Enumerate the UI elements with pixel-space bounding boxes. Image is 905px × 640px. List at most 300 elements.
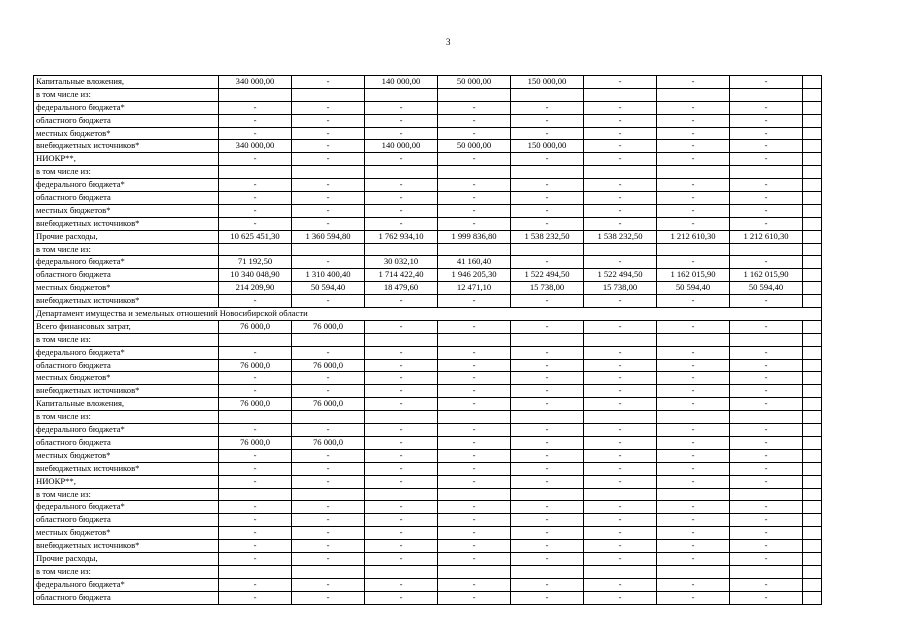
table-cell: [219, 333, 292, 346]
table-cell: 150 000,00: [511, 76, 584, 89]
table-cell: -: [657, 101, 730, 114]
row-label: федерального бюджета*: [34, 578, 219, 591]
table-cell: [438, 333, 511, 346]
row-label: в том числе из:: [34, 88, 219, 101]
table-cell: -: [219, 462, 292, 475]
row-label: в том числе из:: [34, 411, 219, 424]
table-cell: -: [511, 449, 584, 462]
table-cell: -: [292, 424, 365, 437]
table-cell: -: [219, 179, 292, 192]
table-cell: -: [365, 127, 438, 140]
table-cell: -: [584, 320, 657, 333]
table-cell: -: [584, 179, 657, 192]
table-cell: -: [584, 424, 657, 437]
table-row: [34, 127, 822, 140]
table-cell: -: [511, 436, 584, 449]
table-cell: -: [438, 540, 511, 553]
table-cell: [803, 514, 822, 527]
table-cell: -: [219, 114, 292, 127]
table-cell: [511, 333, 584, 346]
table-cell: -: [584, 385, 657, 398]
table-cell: [438, 411, 511, 424]
table-cell: -: [511, 540, 584, 553]
table-cell: -: [365, 320, 438, 333]
table-cell: -: [584, 449, 657, 462]
table-cell: [219, 488, 292, 501]
table-cell: [803, 179, 822, 192]
table-cell: [803, 591, 822, 604]
table-cell: -: [657, 76, 730, 89]
table-cell: [219, 166, 292, 179]
table-cell: 1 360 594,80: [292, 230, 365, 243]
table-cell: -: [438, 501, 511, 514]
table-cell: -: [730, 527, 803, 540]
table-row: [34, 591, 822, 604]
table-cell: [511, 166, 584, 179]
table-cell: -: [292, 462, 365, 475]
table-cell: -: [292, 527, 365, 540]
table-cell: -: [438, 101, 511, 114]
table-row: [34, 269, 822, 282]
table-cell: -: [730, 372, 803, 385]
table-cell: -: [730, 76, 803, 89]
table-cell: -: [365, 295, 438, 308]
table-cell: -: [219, 217, 292, 230]
table-cell: -: [730, 346, 803, 359]
table-cell: -: [438, 578, 511, 591]
table-cell: -: [438, 398, 511, 411]
table-cell: -: [438, 372, 511, 385]
table-cell: -: [292, 204, 365, 217]
row-label: местных бюджетов*: [34, 204, 219, 217]
table-cell: [803, 166, 822, 179]
table-cell: 50 594,40: [657, 282, 730, 295]
table-cell: [438, 88, 511, 101]
table-cell: -: [365, 346, 438, 359]
table-cell: -: [730, 204, 803, 217]
table-row: [34, 514, 822, 527]
table-cell: -: [438, 449, 511, 462]
table-cell: [292, 411, 365, 424]
table-cell: 140 000,00: [365, 140, 438, 153]
table-cell: [219, 565, 292, 578]
table-cell: -: [365, 475, 438, 488]
table-cell: -: [365, 192, 438, 205]
row-label: внебюджетных источников*: [34, 540, 219, 553]
table-cell: -: [584, 192, 657, 205]
table-cell: [292, 88, 365, 101]
table-cell: 76 000,0: [292, 359, 365, 372]
table-cell: [803, 217, 822, 230]
table-cell: -: [292, 140, 365, 153]
table-cell: -: [657, 256, 730, 269]
table-cell: 10 340 048,90: [219, 269, 292, 282]
table-row: [34, 488, 822, 501]
table-cell: -: [219, 372, 292, 385]
table-cell: [730, 166, 803, 179]
table-cell: [365, 88, 438, 101]
row-label: внебюджетных источников*: [34, 295, 219, 308]
table-cell: [657, 565, 730, 578]
table-cell: -: [730, 153, 803, 166]
table-cell: -: [292, 372, 365, 385]
table-cell: 1 162 015,90: [657, 269, 730, 282]
table-cell: [803, 269, 822, 282]
table-cell: -: [730, 295, 803, 308]
table-cell: -: [584, 127, 657, 140]
table-row: [34, 501, 822, 514]
table-cell: -: [584, 527, 657, 540]
row-label: областного бюджета: [34, 591, 219, 604]
table-cell: -: [657, 424, 730, 437]
table-cell: 71 192,50: [219, 256, 292, 269]
row-label: в том числе из:: [34, 333, 219, 346]
row-label: местных бюджетов*: [34, 372, 219, 385]
table-cell: -: [511, 359, 584, 372]
table-cell: -: [219, 501, 292, 514]
row-label: федерального бюджета*: [34, 346, 219, 359]
table-cell: -: [657, 462, 730, 475]
table-cell: 76 000,0: [292, 398, 365, 411]
table-cell: [803, 527, 822, 540]
table-row: [34, 346, 822, 359]
table-cell: -: [292, 540, 365, 553]
row-label: областного бюджета: [34, 192, 219, 205]
table-cell: -: [511, 385, 584, 398]
table-cell: -: [365, 398, 438, 411]
table-cell: [730, 565, 803, 578]
table-cell: -: [730, 140, 803, 153]
table-cell: -: [365, 462, 438, 475]
table-cell: -: [219, 204, 292, 217]
table-cell: -: [657, 591, 730, 604]
table-cell: -: [584, 140, 657, 153]
table-cell: -: [219, 514, 292, 527]
table-cell: -: [438, 462, 511, 475]
table-row: [34, 76, 822, 89]
table-cell: -: [365, 217, 438, 230]
table-cell: -: [511, 475, 584, 488]
table-cell: 214 209,90: [219, 282, 292, 295]
row-label: НИОКР**,: [34, 153, 219, 166]
table-cell: -: [438, 552, 511, 565]
table-cell: -: [730, 449, 803, 462]
table-cell: -: [292, 179, 365, 192]
table-cell: [657, 166, 730, 179]
row-label: в том числе из:: [34, 243, 219, 256]
table-cell: [803, 436, 822, 449]
row-label: местных бюджетов*: [34, 282, 219, 295]
table-cell: -: [657, 204, 730, 217]
table-cell: 76 000,0: [219, 436, 292, 449]
table-cell: -: [657, 501, 730, 514]
table-row: [34, 449, 822, 462]
table-cell: -: [730, 101, 803, 114]
table-cell: -: [511, 295, 584, 308]
row-label: Прочие расходы,: [34, 552, 219, 565]
table-cell: -: [511, 501, 584, 514]
table-cell: -: [657, 217, 730, 230]
table-cell: 15 738,00: [584, 282, 657, 295]
table-cell: -: [219, 101, 292, 114]
table-cell: -: [292, 127, 365, 140]
table-cell: -: [365, 552, 438, 565]
table-cell: -: [438, 320, 511, 333]
table-cell: -: [219, 385, 292, 398]
table-row: [34, 552, 822, 565]
table-cell: 1 999 836,80: [438, 230, 511, 243]
table-cell: -: [438, 436, 511, 449]
table-cell: [803, 320, 822, 333]
table-cell: -: [657, 578, 730, 591]
table-cell: -: [584, 359, 657, 372]
table-cell: -: [219, 153, 292, 166]
table-cell: [657, 333, 730, 346]
table-cell: -: [365, 527, 438, 540]
table-cell: -: [730, 320, 803, 333]
table-cell: [730, 243, 803, 256]
table-cell: -: [292, 295, 365, 308]
table-cell: 15 738,00: [511, 282, 584, 295]
table-cell: 140 000,00: [365, 76, 438, 89]
table-cell: -: [730, 591, 803, 604]
table-cell: 1 538 232,50: [584, 230, 657, 243]
table-cell: [803, 385, 822, 398]
table-cell: -: [584, 295, 657, 308]
table-cell: 76 000,0: [219, 359, 292, 372]
table-cell: 1 212 610,30: [730, 230, 803, 243]
table-cell: [803, 359, 822, 372]
table-cell: -: [292, 591, 365, 604]
table-cell: [803, 565, 822, 578]
table-cell: -: [730, 501, 803, 514]
table-cell: -: [365, 101, 438, 114]
table-cell: -: [657, 140, 730, 153]
table-cell: -: [730, 398, 803, 411]
row-label: областного бюджета: [34, 114, 219, 127]
table-cell: -: [438, 127, 511, 140]
table-cell: -: [365, 591, 438, 604]
table-cell: -: [511, 320, 584, 333]
table-cell: [365, 166, 438, 179]
table-cell: -: [511, 101, 584, 114]
row-label: внебюджетных источников*: [34, 217, 219, 230]
table-cell: [292, 243, 365, 256]
table-cell: -: [219, 127, 292, 140]
table-cell: -: [730, 385, 803, 398]
table-cell: -: [365, 114, 438, 127]
table-row: [34, 411, 822, 424]
table-row: [34, 320, 822, 333]
table-cell: -: [511, 527, 584, 540]
row-label: федерального бюджета*: [34, 179, 219, 192]
table-row: [34, 114, 822, 127]
table-cell: [803, 540, 822, 553]
table-cell: -: [438, 424, 511, 437]
row-label: Капитальные вложения,: [34, 76, 219, 89]
table-row: [34, 385, 822, 398]
table-cell: -: [657, 153, 730, 166]
table-cell: -: [511, 462, 584, 475]
table-cell: 1 310 400,40: [292, 269, 365, 282]
table-row: [34, 217, 822, 230]
table-cell: -: [584, 101, 657, 114]
table-cell: -: [730, 114, 803, 127]
table-cell: 1 162 015,90: [730, 269, 803, 282]
table-cell: -: [292, 449, 365, 462]
table-cell: -: [511, 578, 584, 591]
table-cell: [365, 488, 438, 501]
row-label: местных бюджетов*: [34, 127, 219, 140]
table-cell: 1 212 610,30: [657, 230, 730, 243]
table-cell: 50 000,00: [438, 76, 511, 89]
table-cell: [803, 424, 822, 437]
table-cell: 340 000,00: [219, 140, 292, 153]
table-cell: 1 946 205,30: [438, 269, 511, 282]
table-cell: [803, 127, 822, 140]
table-cell: [803, 346, 822, 359]
table-cell: -: [730, 552, 803, 565]
table-row: [34, 243, 822, 256]
table-cell: -: [438, 192, 511, 205]
table-cell: -: [657, 114, 730, 127]
table-cell: -: [292, 101, 365, 114]
table-cell: -: [511, 153, 584, 166]
table-cell: -: [657, 475, 730, 488]
table-cell: 30 032,10: [365, 256, 438, 269]
table-cell: -: [584, 578, 657, 591]
table-cell: [730, 488, 803, 501]
table-cell: [584, 411, 657, 424]
table-cell: -: [584, 256, 657, 269]
table-cell: -: [730, 179, 803, 192]
table-cell: [657, 243, 730, 256]
section-title: Департамент имущества и земельных отношений Новосибирской области: [34, 308, 822, 321]
table-cell: -: [292, 256, 365, 269]
table-cell: [730, 333, 803, 346]
table-row: [34, 540, 822, 553]
budget-table-body: [34, 76, 822, 605]
row-label: федерального бюджета*: [34, 424, 219, 437]
table-cell: 1 522 494,50: [584, 269, 657, 282]
table-row: [34, 179, 822, 192]
table-cell: -: [657, 436, 730, 449]
table-cell: -: [730, 436, 803, 449]
table-row: [34, 140, 822, 153]
table-cell: -: [584, 153, 657, 166]
table-cell: [365, 565, 438, 578]
table-cell: [803, 192, 822, 205]
table-cell: -: [657, 514, 730, 527]
table-cell: [803, 204, 822, 217]
table-cell: -: [511, 179, 584, 192]
table-cell: 1 538 232,50: [511, 230, 584, 243]
table-cell: -: [219, 475, 292, 488]
row-label: областного бюджета: [34, 436, 219, 449]
table-cell: -: [584, 372, 657, 385]
table-cell: -: [584, 591, 657, 604]
table-cell: [803, 295, 822, 308]
table-cell: [219, 88, 292, 101]
table-row: [34, 424, 822, 437]
table-cell: -: [438, 346, 511, 359]
table-cell: -: [584, 501, 657, 514]
table-cell: [657, 88, 730, 101]
table-cell: [292, 565, 365, 578]
table-cell: [584, 243, 657, 256]
table-cell: -: [438, 591, 511, 604]
table-cell: [292, 488, 365, 501]
table-cell: -: [657, 359, 730, 372]
table-cell: -: [438, 179, 511, 192]
table-cell: -: [511, 424, 584, 437]
row-label: местных бюджетов*: [34, 527, 219, 540]
table-cell: -: [511, 217, 584, 230]
table-row: [34, 359, 822, 372]
table-cell: -: [219, 540, 292, 553]
table-cell: -: [584, 462, 657, 475]
table-cell: -: [511, 346, 584, 359]
table-cell: -: [292, 552, 365, 565]
table-cell: [511, 411, 584, 424]
table-row: [34, 475, 822, 488]
table-cell: -: [438, 385, 511, 398]
table-cell: [803, 333, 822, 346]
table-cell: [584, 565, 657, 578]
table-cell: 50 000,00: [438, 140, 511, 153]
table-cell: -: [292, 501, 365, 514]
table-row: [34, 153, 822, 166]
table-cell: [803, 578, 822, 591]
table-cell: [584, 333, 657, 346]
table-cell: [803, 114, 822, 127]
table-cell: [584, 88, 657, 101]
table-cell: [219, 243, 292, 256]
table-row: [34, 527, 822, 540]
table-cell: -: [511, 114, 584, 127]
table-cell: -: [584, 346, 657, 359]
table-cell: -: [438, 359, 511, 372]
table-cell: [803, 475, 822, 488]
table-cell: -: [438, 475, 511, 488]
row-label: областного бюджета: [34, 269, 219, 282]
table-cell: -: [292, 514, 365, 527]
table-cell: 10 625 451,30: [219, 230, 292, 243]
table-cell: [438, 565, 511, 578]
table-cell: [511, 88, 584, 101]
row-label: областного бюджета: [34, 514, 219, 527]
table-cell: [292, 166, 365, 179]
table-cell: -: [438, 153, 511, 166]
table-cell: -: [292, 114, 365, 127]
table-cell: -: [730, 578, 803, 591]
table-row: [34, 578, 822, 591]
table-cell: -: [365, 436, 438, 449]
table-cell: -: [657, 552, 730, 565]
table-cell: -: [584, 540, 657, 553]
table-cell: -: [292, 385, 365, 398]
table-cell: -: [365, 540, 438, 553]
row-label: федерального бюджета*: [34, 256, 219, 269]
row-label: внебюджетных источников*: [34, 140, 219, 153]
table-cell: -: [657, 179, 730, 192]
table-cell: -: [584, 552, 657, 565]
table-cell: [365, 333, 438, 346]
table-cell: [803, 76, 822, 89]
table-cell: -: [219, 449, 292, 462]
table-cell: [219, 411, 292, 424]
table-cell: -: [292, 192, 365, 205]
